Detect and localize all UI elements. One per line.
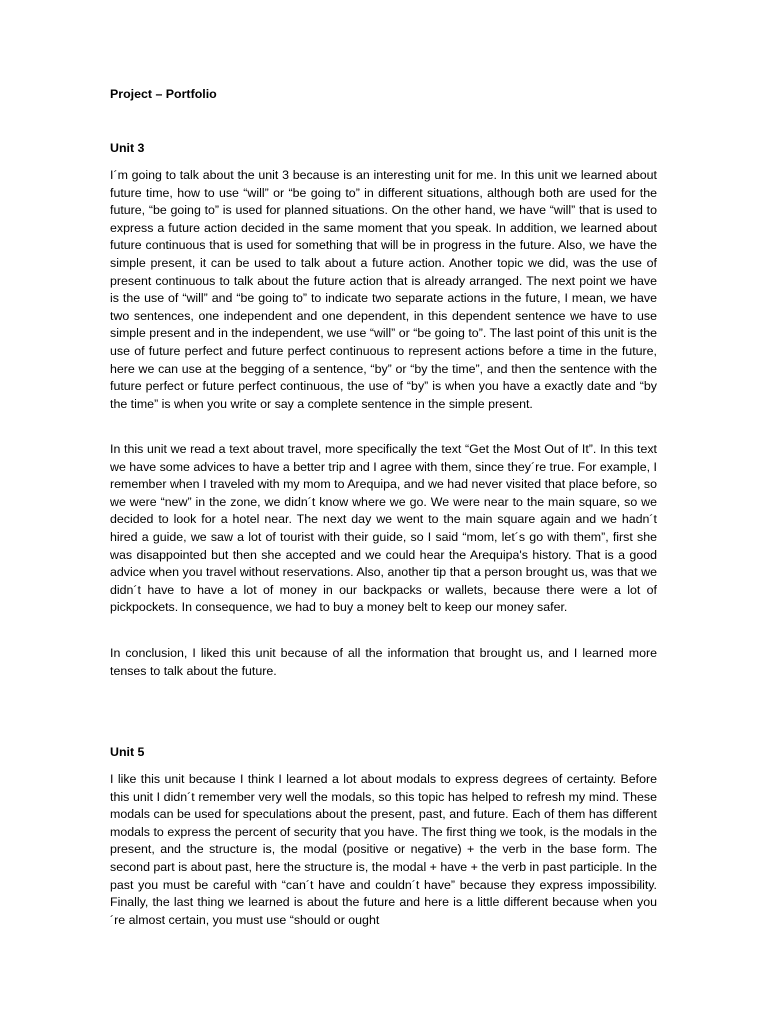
document-title: Project – Portfolio — [110, 87, 217, 101]
paragraph-unit5-modals: I like this unit because I think I learned a lot about modals to express degrees of certainty. Before this unit I didn´t remember very well the modals, so this topic has helped to refresh my mind. These modals can be used for speculations about the present, past, and future. Each of them has different modals to express the percent of security that you have. The first thing we took, is the modals in the present, and the structure is, the modal (positive or negative) + the verb in the base form. The second part is about past, here the structure is, the modal + have + the verb in past participle. In the past you must be careful with “can´t have and couldn´t have” because they express impossibility. Finally, the last thing we learned is about the future and here is a little different because when you´re almost certain, you must use “should or ought — [110, 772, 657, 927]
paragraph-unit3-travel: In this unit we read a text about travel, more specifically the text “Get the Most Out of It”. In this text we have some advices to have a better trip and I agree with them, since they´re true. For example, I remember when I traveled with my mom to Arequipa, and we had never visited that place before, so we were “new” in the zone, we didn´t know where we go. We were near to the main square, so we decided to look for a hotel near. The next day we went to the main square again and we hadn´t hired a guide, we saw a lot of tourist with their guide, so I said “mom, let´s go with them”, first she was disappointed but then she accepted and we could hear the Arequipa's history. That is a good advice when you travel without reservations. Also, another tip that a person brought us, was that we didn´t have to have a lot of money in our backpacks or wallets, because there were a lot of pickpockets. In consequence, we had to buy a money belt to keep our money safer. — [110, 442, 657, 615]
section-heading-unit-3: Unit 3 — [110, 141, 145, 155]
paragraph-unit3-grammar: I´m going to talk about the unit 3 because is an interesting unit for me. In this unit we learned about future time, how to use “will” or “be going to” in different situations, although both are used for the future, “be going to” is used for planned situations. On the other hand, we have “will” that is used to express a future action decided in the same moment that you speak. In addition, we learned about future continuous that is used for something that will be in progress in the future. Also, we have the simple present, it can be used to talk about a future action. Another topic we did, was the use of present continuous to talk about the future action that is already arranged. The next point we have is the use of “will” and “be going to” to indicate two separate actions in the future, I mean, we have two sentences, one independent and one dependent, in this dependent sentence we have to use simple present and in the independent, we use “will” or “be going to”. The last point of this unit is the use of future perfect and future perfect continuous to represent actions before a time in the future, here we can use at the begging of a sentence, “by” or “by the time”, and then the sentence with the future perfect or future perfect continuous, the use of “by” is when you have a exactly date and “by the time” is when you write or say a complete sentence in the simple present. — [110, 168, 657, 411]
section-heading-unit-5: Unit 5 — [110, 745, 145, 759]
paragraph-unit3-conclusion: In conclusion, I liked this unit because of all the information that brought us, and I learned more tenses to talk about the future. — [110, 646, 657, 678]
